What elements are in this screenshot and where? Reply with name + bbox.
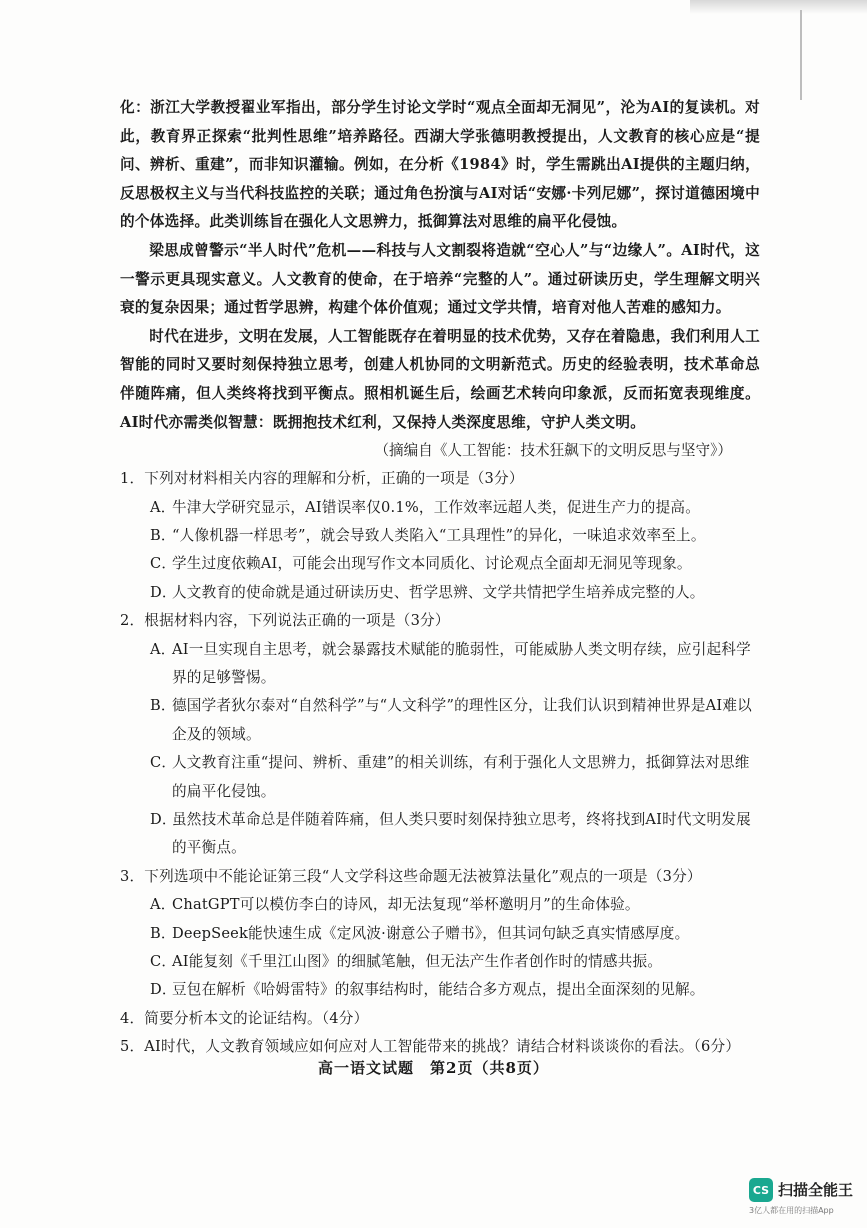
option-text: 德国学者狄尔泰对“自然科学”与“人文科学”的理性区分，让我们认识到精神世界是AI难以企及的领域。	[172, 697, 752, 743]
question-1-option-a	[150, 494, 760, 522]
option-text: AI能复刻《千里江山图》的细腻笔触，但无法产生作者创作时的情感共振。	[172, 953, 663, 971]
option-label: A．	[150, 640, 176, 658]
scan-edge-line	[800, 10, 816, 100]
question-4-stem: 4．简要分析本文的论证结构。（4分）	[120, 1009, 369, 1027]
option-label: A．	[150, 498, 176, 516]
passage-paragraph-1: 化：浙江大学教授翟业军指出，部分学生讨论文学时“观点全面却无洞见”，沦为AI的复读机。对此，教育界正探索“批判性思维”培养路径。西湖大学张德明教授提出，人文教育的核心应是“提问、辨析、重建”，而非知识灌输。例如，在分析《1984》时，学生需跳出AI提供的主题归纳，反思极权主义与当代科技监控的关联；通过角色扮演与AI对话“安娜·卡列尼娜”，探讨道德困境中的个体选择。此类训练旨在强化人文思辨力，抵御算法对思维的扁平化侵蚀。	[120, 99, 760, 231]
question-1-stem: 1．下列对材料相关内容的理解和分析，正确的一项是（3分）	[120, 470, 524, 488]
question-3-option-d	[150, 976, 760, 1004]
question-2-option-c	[150, 749, 760, 806]
question-1-option-b	[150, 522, 760, 550]
page-content	[120, 94, 760, 1062]
option-text: “人像机器一样思考”，就会导致人类陷入“工具理性”的异化，一味追求效率至上。	[172, 526, 706, 544]
scan-edge-shadow	[690, 0, 867, 14]
option-label: D．	[150, 811, 177, 828]
passage-paragraph-2: 梁思成曾警示“半人时代”危机——科技与人文割裂将造就“空心人”与“边缘人”。AI时代，这一警示更具现实意义。人文教育的使命，在于培养“完整的人”。通过研读历史，学生理解文明兴衰的复杂因果；通过哲学思辨，构建个体价值观；通过文学共情，培育对他人苦难的感知力。	[120, 241, 760, 317]
question-3-option-b	[150, 920, 760, 948]
question-2-option-d	[150, 806, 760, 863]
question-1-option-c	[150, 550, 760, 578]
question-2-stem: 2．根据材料内容，下列说法正确的一项是（3分）	[120, 612, 450, 630]
question-5-stem: 5．AI时代，人文教育领域应如何应对人工智能带来的挑战？请结合材料谈谈你的看法。（6分）	[120, 1038, 741, 1056]
question-2-option-a	[150, 636, 760, 693]
option-label: B．	[150, 924, 176, 942]
passage-paragraph-3: 时代在进步，文明在发展，人工智能既存在着明显的技术优势，又存在着隐患，我们利用人工智能的同时又要时刻保持独立思考，创建人机协同的文明新范式。历史的经验表明，技术革命总伴随阵痛，但人类终将找到平衡点。照相机诞生后，绘画艺术转向印象派，反而拓宽表现维度。AI时代亦需类似智慧：既拥抱技术红利，又保持人类深度思维，守护人类文明。	[120, 327, 760, 431]
question-2-option-b	[150, 692, 760, 749]
passage-source: （摘编自《人工智能：技术狂飙下的文明反思与坚守》）	[374, 442, 732, 460]
option-text: 豆包在解析《哈姆雷特》的叙事结构时，能结合多方观点，提出全面深刻的见解。	[172, 981, 705, 999]
question-3-option-c	[150, 948, 760, 976]
option-text: 虽然技术革命总是伴随着阵痛，但人类只要时刻保持独立思考，终将找到AI时代文明发展的平衡点。	[172, 811, 751, 857]
option-label: D．	[150, 583, 177, 601]
option-text: AI一旦实现自主思考，就会暴露技术赋能的脆弱性，可能威胁人类文明存续，应引起科学界的足够警惕。	[172, 640, 751, 686]
camscanner-logo-icon: CS	[749, 1178, 773, 1202]
option-label: D．	[150, 981, 177, 999]
option-label: B．	[150, 697, 176, 715]
question-1-option-d	[150, 579, 760, 607]
option-text: 人文教育注重“提问、辨析、重建”的相关训练，有利于强化人文思辨力，抵御算法对思维的扁平化侵蚀。	[172, 754, 750, 800]
option-text: DeepSeek能快速生成《定风波·谢意公子赠书》，但其词句缺乏真实情感厚度。	[172, 924, 690, 942]
option-text: 人文教育的使命就是通过研读历史、哲学思辨、文学共情把学生培养成完整的人。	[172, 583, 705, 601]
option-text: 牛津大学研究显示，AI错误率仅0.1%，工作效率远超人类，促进生产力的提高。	[172, 498, 700, 516]
option-label: A．	[150, 896, 176, 914]
question-3-stem: 3．下列选项中不能论证第三段“人文学科这些命题无法被算法量化”观点的一项是（3分）	[120, 867, 702, 885]
option-label: B．	[150, 526, 176, 544]
watermark-app-name: 扫描全能王	[778, 1181, 854, 1199]
option-text: 学生过度依赖AI，可能会出现写作文本同质化、讨论观点全面却无洞见等现象。	[172, 555, 692, 573]
page-footer: 高一语文试题 第2页（共8页）	[318, 1059, 549, 1077]
watermark-subtitle: 3亿人都在用的扫描App	[749, 1206, 834, 1215]
option-label: C．	[150, 953, 177, 971]
question-3-option-a	[150, 891, 760, 919]
option-label: C．	[150, 555, 177, 573]
option-text: ChatGPT可以模仿李白的诗风，却无法复现“举杯邀明月”的生命体验。	[172, 896, 640, 914]
scanner-watermark	[746, 1176, 862, 1220]
option-label: C．	[150, 754, 177, 772]
